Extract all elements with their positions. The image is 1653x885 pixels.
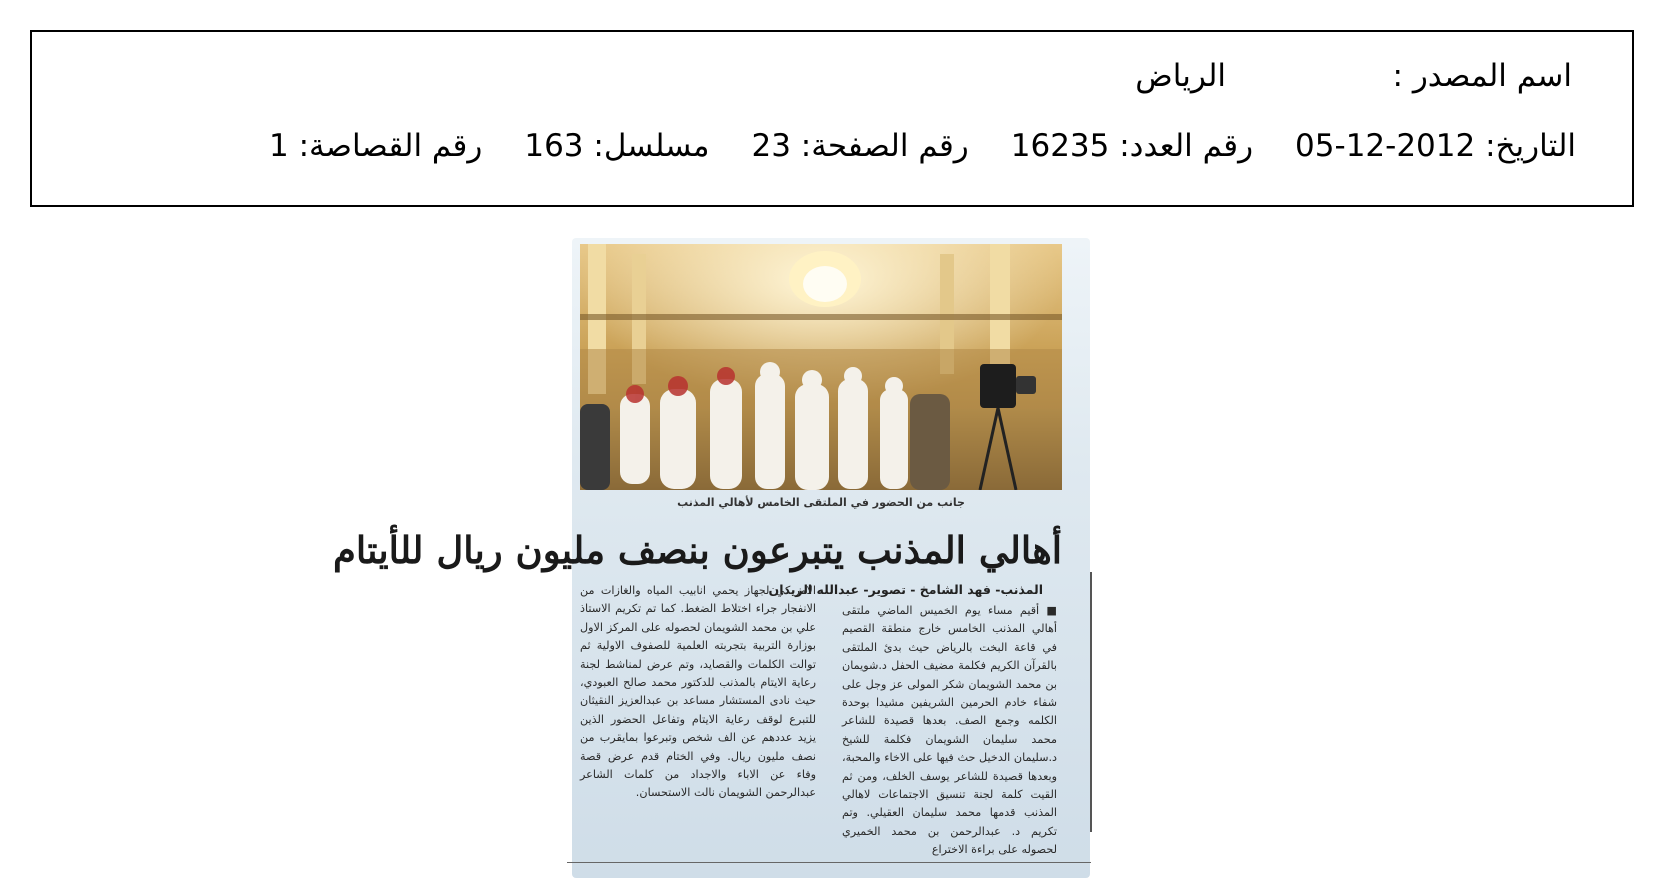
photo-caption: جانب من الحضور في الملتقى الخامس لأهالي المذنب	[677, 496, 965, 509]
source-label: اسم المصدر :	[1392, 58, 1572, 94]
page-number-label: رقم الصفحة: 23	[751, 128, 969, 164]
metadata-line	[269, 128, 1576, 164]
article-column-right	[842, 602, 1057, 860]
clip-number-label: رقم القصاصة: 1	[269, 128, 483, 164]
source-value: الرياض	[1135, 58, 1226, 94]
article-column-left	[580, 582, 816, 803]
article-photo	[580, 244, 1062, 490]
bottom-divider	[567, 862, 1091, 863]
serial-label: مسلسل: 163	[524, 128, 710, 164]
date-label: التاريخ: 2012-12-05	[1295, 128, 1576, 164]
article-headline: أهالي المذنب يتبرعون بنصف مليون ريال للأيتام	[333, 528, 1062, 572]
issue-number-label: رقم العدد: 16235	[1010, 128, 1254, 164]
article-byline: المذنب- فهد الشامخ - تصوير- عبدالله الزيدان	[768, 582, 1043, 597]
column-text: ■ أقيم مساء يوم الخميس الماضي ملتقى أهالي المذنب الخامس خارج منطقة القصيم في قاعة البخت بالرياض حيث بدئ الملتقى بالقرآن الكريم فكلمة مضيف الحفل د.شويمان بن محمد الشويمان شكر المولى عز وجل على شفاء خادم الحرمين الشريفين مشيدا بوحدة الكلمه وجمع الصف. بعدها قصيدة للشاعر محمد سليمان الشويمان فكلمة للشيخ د.سليمان الدخيل حث فيها على الاخاء والمحبة، وبعدها قصيدة للشاعر يوسف الخلف، ومن ثم القيت كلمة لجنة تنسيق الاجتماعات لاهالي المذنب قدمها محمد سليمان العقيلي. وتم تكريم د. عبدالرحمن بن محمد الخميري لحصوله على براءة الاختراع	[842, 604, 1057, 857]
metadata-box	[30, 30, 1634, 207]
column-text: الامريكي لجهاز يحمي انابيب المياه والغازات من الانفجار جراء اختلاط الضغط. كما تم تكريم الاستاذ علي بن محمد الشويمان لحصوله على المركز الاول بوزارة التربية بتجربته العلمية للصفوف الاولية ثم توالت الكلمات والقصايد، وتم عرض لمناشط لجنة رعاية الايتام بالمذنب للدكتور محمد صالح العبودي، حيث نادى المستشار مساعد بن عبدالعزيز النقيثان للتبرع لوقف رعاية الايتام وتفاعل الحضور الذين يزيد عددهم عن الف شخص وتبرعوا بمايقرب من نصف مليون ريال. وفي الختام قدم عرض قصة وفاء عن الاباء والاجداد من كلمات الشاعر عبدالرحمن الشويمان نالت الاستحسان.	[580, 584, 816, 800]
column-divider	[1090, 572, 1092, 832]
